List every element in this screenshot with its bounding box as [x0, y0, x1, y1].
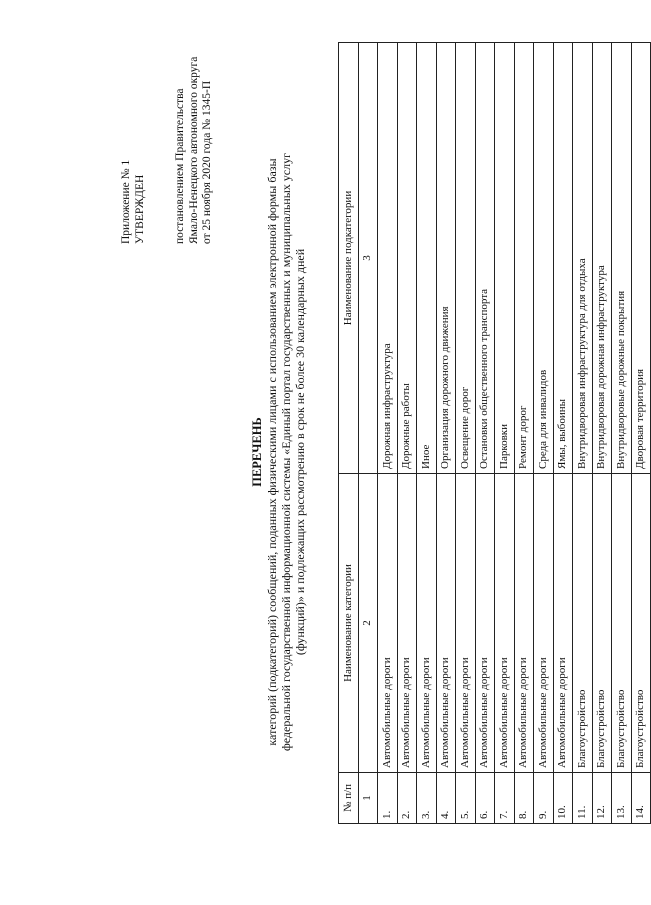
table-header-row	[339, 43, 359, 824]
subcategory-name: Ремонт дорог	[514, 43, 534, 474]
table-row	[456, 43, 476, 824]
table-row	[397, 43, 417, 824]
subcategory-name: Освещение дорог	[456, 43, 476, 474]
category-name: Благоустройство	[612, 474, 632, 773]
category-name: Благоустройство	[631, 474, 651, 773]
category-name: Автомобильные дороги	[417, 474, 437, 773]
row-number: 11.	[573, 773, 593, 824]
subcategory-name: Иное	[417, 43, 437, 474]
heading-line-3: (функций)» и подлежащих рассмотрению в срок не более 30 календарных дней	[293, 248, 307, 656]
table-index-row	[358, 43, 378, 824]
subcategory-name: Внутридворовые дорожные покрытия	[612, 43, 632, 474]
subcategory-name: Парковки	[495, 43, 515, 474]
table-row	[514, 43, 534, 824]
category-name: Благоустройство	[573, 474, 593, 773]
subcategory-name: Ямы, выбоины	[553, 43, 573, 474]
index-cell: 3	[358, 43, 378, 474]
row-number: 12.	[592, 773, 612, 824]
approval-authority: постановлением Правительства	[174, 88, 186, 244]
heading-line-1: категорий (подкатегорий) сообщений, поданных физическими лицами с использованием электронной формы базы	[265, 158, 279, 746]
category-name: Автомобильные дороги	[456, 474, 476, 773]
header-category: Наименование категории	[339, 474, 359, 773]
row-number: 8.	[514, 773, 534, 824]
row-number: 14.	[631, 773, 651, 824]
row-number: 3.	[417, 773, 437, 824]
table-body	[378, 43, 651, 824]
approval-region: Ямало-Ненецкого автономного округа	[187, 56, 200, 244]
rotated-document-page	[20, 22, 647, 882]
row-number: 1.	[378, 773, 398, 824]
row-number: 2.	[397, 773, 417, 824]
subcategory-name: Дорожные работы	[397, 43, 417, 474]
approval-date: от 25 ноября 2020 года № 1345-П	[201, 80, 213, 244]
subcategory-name: Остановки общественного транспорта	[475, 43, 495, 474]
table-row	[631, 43, 651, 824]
subcategory-name: Среда для инвалидов	[534, 43, 554, 474]
document-heading	[250, 22, 307, 882]
table-row	[475, 43, 495, 824]
category-name: Автомобильные дороги	[534, 474, 554, 773]
approved-label: УТВЕРЖДЕН	[133, 174, 146, 244]
table-row	[612, 43, 632, 824]
index-cell: 2	[358, 474, 378, 773]
table-row	[573, 43, 593, 824]
table-row	[534, 43, 554, 824]
header-number: № п/п	[339, 773, 359, 824]
appendix-number: Приложение № 1	[120, 159, 132, 244]
categories-table	[338, 42, 651, 824]
row-number: 13.	[612, 773, 632, 824]
table-row	[436, 43, 456, 824]
table-row	[378, 43, 398, 824]
category-name: Благоустройство	[592, 474, 612, 773]
subcategory-name: Организация дорожного движения	[436, 43, 456, 474]
heading-line-2: федеральной государственной информационной системы «Единый портал государственных и муниципальных услуг	[279, 152, 293, 752]
table-row	[592, 43, 612, 824]
category-name: Автомобильные дороги	[495, 474, 515, 773]
category-name: Автомобильные дороги	[553, 474, 573, 773]
category-name: Автомобильные дороги	[397, 474, 417, 773]
table-row	[417, 43, 437, 824]
subcategory-name: Внутридворовая инфраструктура для отдыха	[573, 43, 593, 474]
category-name: Автомобильные дороги	[378, 474, 398, 773]
category-name: Автомобильные дороги	[514, 474, 534, 773]
table-row	[553, 43, 573, 824]
table-row	[495, 43, 515, 824]
index-cell: 1	[358, 773, 378, 824]
approval-block	[120, 57, 215, 244]
row-number: 10.	[553, 773, 573, 824]
row-number: 5.	[456, 773, 476, 824]
category-name: Автомобильные дороги	[436, 474, 456, 773]
row-number: 9.	[534, 773, 554, 824]
subcategory-name: Дворовая территория	[631, 43, 651, 474]
document-title: ПЕРЕЧЕНЬ	[250, 417, 264, 487]
category-name: Автомобильные дороги	[475, 474, 495, 773]
subcategory-name: Дорожная инфраструктура	[378, 43, 398, 474]
subcategory-name: Внутридворовая дорожная инфраструктура	[592, 43, 612, 474]
row-number: 6.	[475, 773, 495, 824]
row-number: 4.	[436, 773, 456, 824]
header-subcategory: Наименование подкатегории	[339, 43, 359, 474]
row-number: 7.	[495, 773, 515, 824]
